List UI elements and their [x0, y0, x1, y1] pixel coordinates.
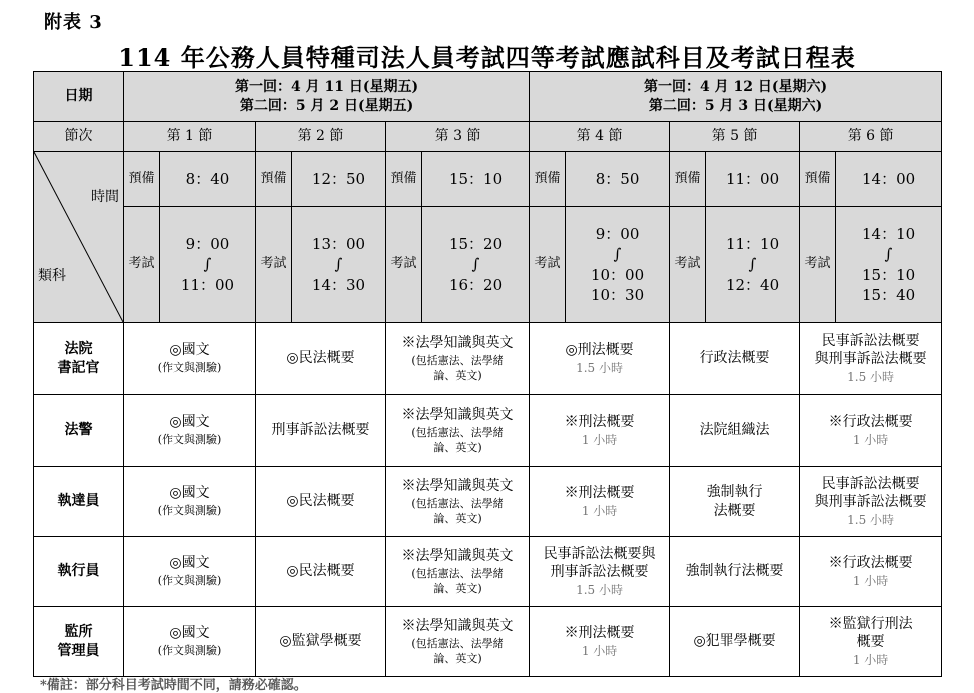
exam-label-2: 考試 — [256, 207, 292, 323]
category-cell: 法院 書記官 — [34, 323, 124, 395]
session-4-name: 第 4 節 — [530, 122, 670, 152]
prep-label-6: 預備 — [800, 152, 836, 207]
subject-cell-s1: ◎國文 (作文與測驗) — [124, 467, 256, 537]
subject-cell-s2: ◎民法概要 — [256, 323, 386, 395]
subject-cell-s6: ※監獄行刑法 概要 1 小時 — [800, 607, 942, 677]
subject-cell-s6: ※行政法概要 1 小時 — [800, 537, 942, 607]
category-cell: 監所 管理員 — [34, 607, 124, 677]
subject-cell-s3: ※法學知識與英文 (包括憲法、法學緒 論、英文) — [386, 467, 530, 537]
subject-cell-s2: 刑事訴訟法概要 — [256, 395, 386, 467]
prep-time-6: 14：00 — [836, 152, 942, 207]
exam-time-2: 13：00 ∫ 14：30 — [292, 207, 386, 323]
date-group-2-line-1: 第一回：4 月 12 日(星期六) — [644, 78, 828, 95]
prep-time-4: 8：50 — [566, 152, 670, 207]
subject-cell-s1: ◎國文 (作文與測驗) — [124, 537, 256, 607]
session-label: 節次 — [34, 122, 124, 152]
session-2-name: 第 2 節 — [256, 122, 386, 152]
table-row — [34, 323, 942, 395]
exam-time-1: 9：00 ∫ 11：00 — [160, 207, 256, 323]
subject-cell-s2: ◎監獄學概要 — [256, 607, 386, 677]
session-6-name: 第 6 節 — [800, 122, 942, 152]
prep-time-row — [34, 152, 942, 207]
session-3-name: 第 3 節 — [386, 122, 530, 152]
exam-time-4: 9：00 ∫ 10：00 10：30 — [566, 207, 670, 323]
exam-label-3: 考試 — [386, 207, 422, 323]
subject-cell-s3: ※法學知識與英文 (包括憲法、法學緒 論、英文) — [386, 607, 530, 677]
diagonal-line — [34, 152, 123, 322]
subject-cell-s6: 民事訴訟法概要 與刑事訴訟法概要 1.5 小時 — [800, 323, 942, 395]
category-label: 類科 — [38, 268, 66, 285]
subject-cell-s2: ◎民法概要 — [256, 467, 386, 537]
exam-time-3: 15：20 ∫ 16：20 — [422, 207, 530, 323]
subject-cell-s5: ◎犯罪學概要 — [670, 607, 800, 677]
date-group-1 — [124, 72, 530, 122]
exam-label-1: 考試 — [124, 207, 160, 323]
exam-label-5: 考試 — [670, 207, 706, 323]
date-group-2 — [530, 72, 942, 122]
footnote: *備註：部分科目考試時間不同，請務必確認。 — [40, 678, 307, 693]
subject-cell-s4: ※刑法概要 1 小時 — [530, 395, 670, 467]
prep-time-3: 15：10 — [422, 152, 530, 207]
subject-cell-s4: ◎刑法概要 1.5 小時 — [530, 323, 670, 395]
table-row — [34, 467, 942, 537]
exam-time-row — [34, 207, 942, 323]
category-cell: 執行員 — [34, 537, 124, 607]
prep-label-2: 預備 — [256, 152, 292, 207]
prep-label-4: 預備 — [530, 152, 566, 207]
date-group-1-line-1: 第一回：4 月 11 日(星期五) — [234, 78, 419, 95]
session-1-name: 第 1 節 — [124, 122, 256, 152]
date-row — [34, 72, 942, 122]
subject-cell-s5: 強制執行法概要 — [670, 537, 800, 607]
subject-cell-s2: ◎民法概要 — [256, 537, 386, 607]
prep-label-3: 預備 — [386, 152, 422, 207]
session-5-name: 第 5 節 — [670, 122, 800, 152]
subject-cell-s3: ※法學知識與英文 (包括憲法、法學緒 論、英文) — [386, 323, 530, 395]
subject-cell-s4: ※刑法概要 1 小時 — [530, 467, 670, 537]
subject-cell-s5: 行政法概要 — [670, 323, 800, 395]
subject-cell-s4: 民事訴訟法概要與 刑事訴訟法概要 1.5 小時 — [530, 537, 670, 607]
subject-cell-s5: 法院組織法 — [670, 395, 800, 467]
prep-label-5: 預備 — [670, 152, 706, 207]
prep-label-1: 預備 — [124, 152, 160, 207]
category-cell: 法警 — [34, 395, 124, 467]
session-row — [34, 122, 942, 152]
subject-cell-s1: ◎國文 (作文與測驗) — [124, 323, 256, 395]
table-row — [34, 395, 942, 467]
exam-time-6: 14：10 ∫ 15：10 15：40 — [836, 207, 942, 323]
prep-time-5: 11：00 — [706, 152, 800, 207]
subject-cell-s6: ※行政法概要 1 小時 — [800, 395, 942, 467]
table-row — [34, 607, 942, 677]
subject-cell-s3: ※法學知識與英文 (包括憲法、法學緒 論、英文) — [386, 395, 530, 467]
exam-label-6: 考試 — [800, 207, 836, 323]
page-title: 114 年公務人員特種司法人員考試四等考試應試科目及考試日程表 — [118, 43, 856, 72]
time-category-corner — [34, 152, 124, 323]
subject-cell-s1: ◎國文 (作文與測驗) — [124, 395, 256, 467]
prep-time-1: 8：40 — [160, 152, 256, 207]
exam-schedule-table — [33, 71, 942, 677]
annex-label: 附表 3 — [44, 12, 103, 33]
date-group-2-line-2: 第二回：5 月 3 日(星期六) — [648, 97, 823, 114]
subject-cell-s3: ※法學知識與英文 (包括憲法、法學緒 論、英文) — [386, 537, 530, 607]
subject-cell-s1: ◎國文 (作文與測驗) — [124, 607, 256, 677]
time-label: 時間 — [91, 189, 119, 205]
subject-cell-s5: 強制執行 法概要 — [670, 467, 800, 537]
exam-label-4: 考試 — [530, 207, 566, 323]
table-row — [34, 537, 942, 607]
subject-cell-s6: 民事訴訟法概要 與刑事訴訟法概要 1.5 小時 — [800, 467, 942, 537]
subject-cell-s4: ※刑法概要 1 小時 — [530, 607, 670, 677]
category-cell: 執達員 — [34, 467, 124, 537]
date-label: 日期 — [34, 72, 124, 122]
prep-time-2: 12：50 — [292, 152, 386, 207]
exam-time-5: 11：10 ∫ 12：40 — [706, 207, 800, 323]
date-group-1-line-2: 第二回：5 月 2 日(星期五) — [239, 97, 414, 114]
